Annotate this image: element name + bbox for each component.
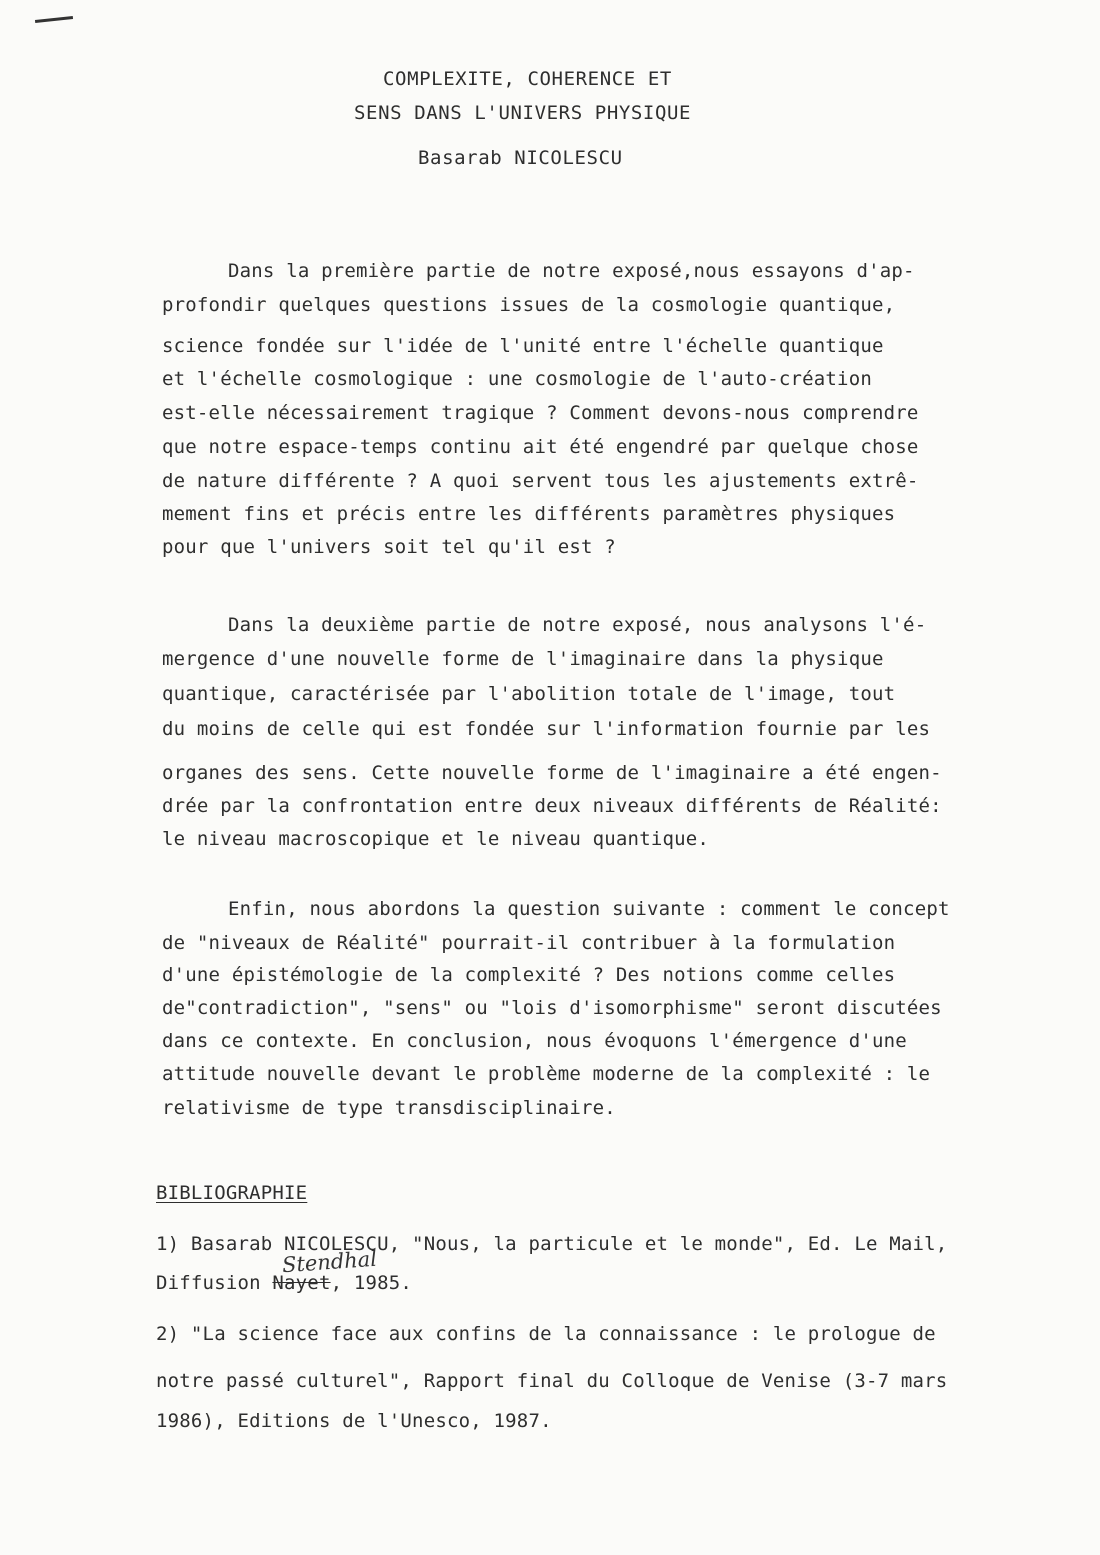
p1-line: est-elle nécessairement tragique ? Comment devons-nous comprendre xyxy=(162,402,919,424)
p1-line: de nature différente ? A quoi servent tous les ajustements extrê- xyxy=(162,470,919,492)
handwritten-correction: Stendhal xyxy=(281,1246,378,1278)
p3-line: de "niveaux de Réalité" pourrait-il contribuer à la formulation xyxy=(162,932,896,954)
bib-entry-1-line-1: 1) Basarab NICOLESCU, "Nous, la particule et le monde", Ed. Le Mail, xyxy=(156,1233,948,1255)
bib-entry-1-post: , 1985. xyxy=(330,1272,413,1294)
author-name: Basarab NICOLESCU xyxy=(418,147,623,169)
title-line-2: SENS DANS L'UNIVERS PHYSIQUE xyxy=(354,102,692,124)
bibliography-heading: BIBLIOGRAPHIE xyxy=(156,1182,308,1204)
p3-line: Enfin, nous abordons la question suivante : comment le concept xyxy=(228,898,950,920)
p1-line: mement fins et précis entre les différents paramètres physiques xyxy=(162,503,896,525)
p1-line: que notre espace-temps continu ait été engendré par quelque chose xyxy=(162,436,919,458)
p1-line: science fondée sur l'idée de l'unité entre l'échelle quantique xyxy=(162,335,884,357)
bib-entry-1-pre: Diffusion xyxy=(156,1272,273,1294)
bib-entry-2-line-1: 2) "La science face aux confins de la connaissance : le prologue de xyxy=(156,1323,936,1345)
title-line-1: COMPLEXITE, COHERENCE ET xyxy=(383,68,672,90)
bib-entry-2-line-2: notre passé culturel", Rapport final du Colloque de Venise (3-7 mars xyxy=(156,1370,948,1392)
p3-line: de"contradiction", "sens" ou "lois d'isomorphisme" seront discutées xyxy=(162,997,942,1019)
p1-line: profondir quelques questions issues de la cosmologie quantique, xyxy=(162,294,896,316)
p3-line: d'une épistémologie de la complexité ? Des notions comme celles xyxy=(162,964,896,986)
p1-line: et l'échelle cosmologique : une cosmologie de l'auto-création xyxy=(162,368,872,390)
p2-line: quantique, caractérisée par l'abolition totale de l'image, tout xyxy=(162,683,896,705)
p3-line: attitude nouvelle devant le problème moderne de la complexité : le xyxy=(162,1063,931,1085)
bib-entry-2-line-3: 1986), Editions de l'Unesco, 1987. xyxy=(156,1410,552,1432)
pen-mark xyxy=(35,16,73,23)
p2-line: organes des sens. Cette nouvelle forme de l'imaginaire a été engen- xyxy=(162,762,942,784)
p2-line: du moins de celle qui est fondée sur l'information fournie par les xyxy=(162,718,931,740)
p2-line: le niveau macroscopique et le niveau quantique. xyxy=(162,828,710,850)
p3-line: relativisme de type transdisciplinaire. xyxy=(162,1097,616,1119)
bib-entry-1-line-2 xyxy=(156,1272,412,1294)
p1-line: pour que l'univers soit tel qu'il est ? xyxy=(162,536,616,558)
p2-line: mergence d'une nouvelle forme de l'imaginaire dans la physique xyxy=(162,648,884,670)
p1-line: Dans la première partie de notre exposé,nous essayons d'ap- xyxy=(228,260,915,282)
p2-line: Dans la deuxième partie de notre exposé, nous analysons l'é- xyxy=(228,614,927,636)
p3-line: dans ce contexte. En conclusion, nous évoquons l'émergence d'une xyxy=(162,1030,907,1052)
struck-word: Nayet xyxy=(272,1272,331,1294)
p2-line: drée par la confrontation entre deux niveaux différents de Réalité: xyxy=(162,795,942,817)
